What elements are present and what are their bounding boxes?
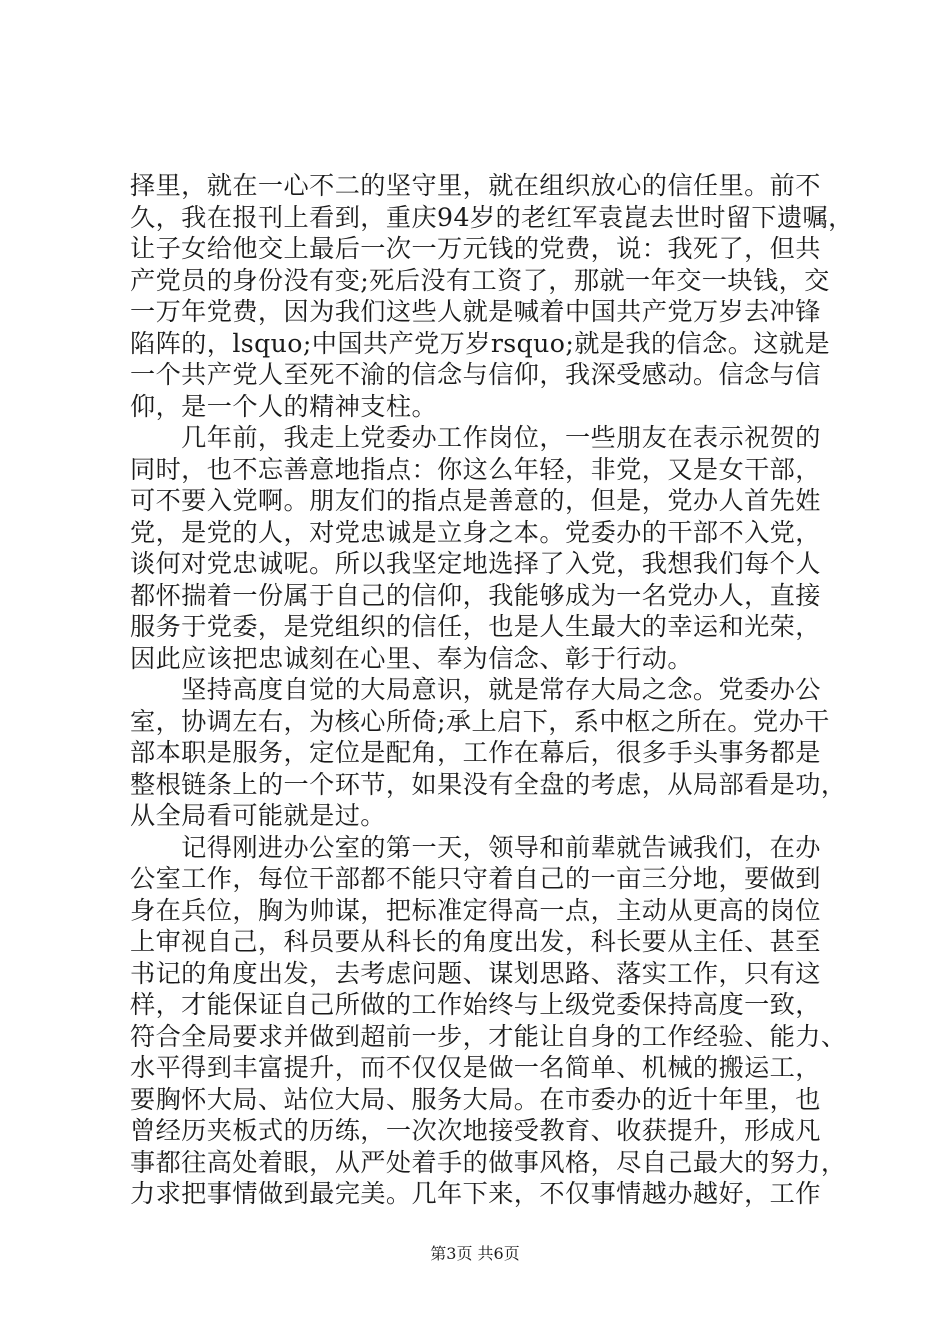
text-line: 事都往高处着眼，从严处着手的做事风格，尽自己最大的努力， (130, 1147, 847, 1177)
text-line: 要胸怀大局、站位大局、服务大局。在市委办的近十年里，也 (130, 1084, 821, 1114)
text-line: 书记的角度出发，去考虑问题、谋划思路、落实工作，只有这 (130, 958, 821, 988)
text-line: 谈何对党忠诚呢。所以我坚定地选择了入党，我想我们每个人 (130, 549, 821, 578)
text-line: 上审视自己，科员要从科长的角度出发，科长要从主任、甚至 (130, 927, 821, 956)
text-line: 力求把事情做到最完美。几年下来，不仅事情越办越好，工作 (130, 1179, 821, 1208)
text-line: 水平得到丰富提升，而不仅仅是做一名简单、机械的搬运工， (130, 1053, 821, 1082)
text-line: 一个共产党人至死不渝的信念与信仰，我深受感动。信念与信 (130, 360, 821, 389)
text-line: 整根链条上的一个环节，如果没有全盘的考虑，从局部看是功， (130, 769, 847, 799)
text-line: 可不要入党啊。朋友们的指点是善意的，但是，党办人首先姓 (130, 486, 821, 515)
text-line: 都怀揣着一份属于自己的信仰，我能够成为一名党办人，直接 (130, 580, 821, 610)
text-line: 陷阵的，lsquo;中国共产党万岁rsquo;就是我的信念。这就是 (130, 328, 831, 358)
text-line: 服务于党委，是党组织的信任，也是人生最大的幸运和光荣， (130, 612, 821, 641)
text-line: 室，协调左右，为核心所倚;承上启下，系中枢之所在。党办干 (130, 706, 830, 736)
text-line: 样，才能保证自己所做的工作始终与上级党委保持高度一致， (130, 990, 821, 1019)
text-line: 久，我在报刊上看到，重庆94岁的老红军袁崑去世时留下遗嘱， (130, 202, 854, 232)
text-line: 公室工作，每位干部都不能只守着自己的一亩三分地，要做到 (130, 864, 821, 893)
text-line: 让子女给他交上最后一次一万元钱的党费，说：我死了，但共 (130, 234, 821, 263)
text-line: 仰，是一个人的精神支柱。 (130, 391, 438, 421)
text-line: 坚持高度自觉的大局意识，就是常存大局之念。党委办公 (130, 675, 821, 704)
text-line: 从全局看可能就是过。 (130, 801, 386, 830)
text-line: 择里，就在一心不二的坚守里，就在组织放心的信任里。前不 (130, 171, 821, 200)
text-line: 身在兵位，胸为帅谋，把标准定得高一点，主动从更高的岗位 (130, 895, 821, 925)
text-line: 因此应该把忠诚刻在心里、奉为信念、彰于行动。 (130, 643, 693, 673)
text-line: 产党员的身份没有变;死后没有工资了，那就一年交一块钱，交 (130, 265, 830, 295)
body-text (130, 170, 854, 1210)
text-line: 同时，也不忘善意地指点：你这么年轻，非党，又是女干部， (130, 454, 821, 484)
text-line: 几年前，我走上党委办工作岗位，一些朋友在表示祝贺的 (130, 423, 821, 452)
text-line: 一万年党费，因为我们这些人就是喊着中国共产党万岁去冲锋 (130, 297, 821, 326)
text-line: 部本职是服务，定位是配角，工作在幕后，很多手头事务都是 (130, 738, 821, 767)
page-footer (0, 1244, 950, 1264)
text-line: 记得刚进办公室的第一天，领导和前辈就告诫我们，在办 (130, 832, 821, 862)
page-number: 第3页 共6页 (430, 1244, 520, 1263)
text-line: 曾经历夹板式的历练，一次次地接受教育、收获提升，形成凡 (130, 1116, 821, 1145)
text-line: 符合全局要求并做到超前一步，才能让自身的工作经验、能力、 (130, 1021, 847, 1051)
text-line: 党，是党的人，对党忠诚是立身之本。党委办的干部不入党， (130, 517, 821, 547)
